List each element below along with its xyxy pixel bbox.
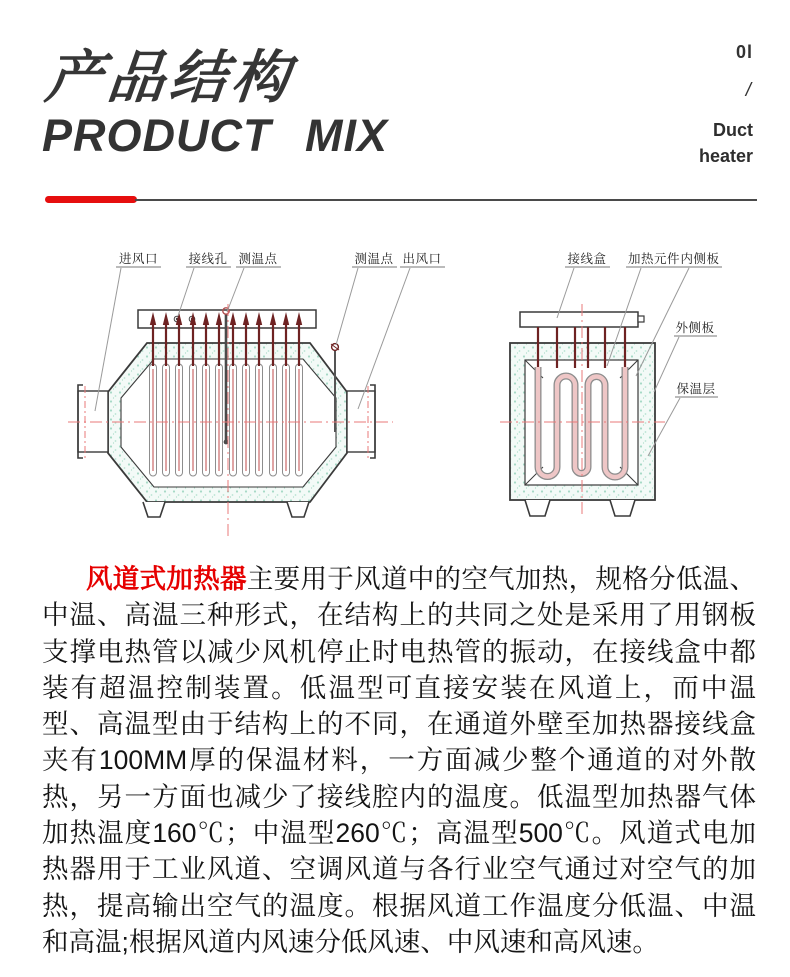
foot-left — [143, 502, 165, 517]
label-temp-point-1: 测温点 — [238, 252, 278, 266]
label-inlet: 进风口 — [118, 252, 159, 266]
subtitle-en-line-2: heater — [698, 146, 753, 166]
description-body-text: 主要用于风道中的空气加热，规格分低温、中温、高温三种形式，在结构上的共同之处是采用了用钢板支撑电热管以减少风机停止时电热管的振动，在接线盒中都装有超温控制装置。低温型可直接安装在风道上，而中温型、高温型由于结构上的不同，在通道外壁至加热器接线盒夹有100MM厚的保温材料，一方面减少整个通道的对外散热，另一方面也减少了接线腔内的温度。低温型加热器气体加热温度160℃；中温型260℃；高温型500℃。风道式电加热器用于工业风道、空调风道与各行业空气通过对空气的加热，提高输出空气的温度。根据风道工作温度分低温、中温和高温;根据风道内风速分低风速、中风速和高风速。 — [42, 564, 756, 957]
diagram-end-view — [495, 246, 760, 546]
header-corner-block — [633, 0, 753, 180]
label-inner-plate: 内侧板 — [680, 252, 720, 266]
label-insulation-layer: 保温层 — [676, 382, 716, 396]
foot-right — [287, 502, 309, 517]
product-description — [42, 561, 756, 960]
foot-right — [610, 500, 635, 516]
label-temp-point-2: 测温点 — [354, 252, 394, 266]
label-outlet: 出风口 — [402, 252, 442, 266]
label-outer-plate: 外侧板 — [675, 321, 715, 335]
page-title-en: PRODUCT MIX — [42, 110, 388, 161]
divider-red-bar — [45, 196, 137, 203]
divider-rule — [135, 199, 757, 201]
junction-box-nub — [638, 316, 644, 322]
label-junction-box: 接线盒 — [567, 252, 607, 266]
slash-separator: / — [745, 80, 751, 101]
label-wiring-hole: 接线孔 — [188, 252, 228, 266]
junction-box — [520, 312, 638, 327]
diagram-side-view — [55, 246, 450, 546]
section-divider — [45, 195, 757, 204]
section-number: 0l — [735, 42, 753, 62]
page-title-cn: 产品结构 — [42, 46, 298, 110]
foot-left — [525, 500, 550, 516]
subtitle-en-line-1: Duct — [713, 120, 753, 140]
label-heating-element: 加热元件 — [627, 252, 681, 266]
description-lead-keyword: 风道式加热器 — [86, 564, 247, 594]
